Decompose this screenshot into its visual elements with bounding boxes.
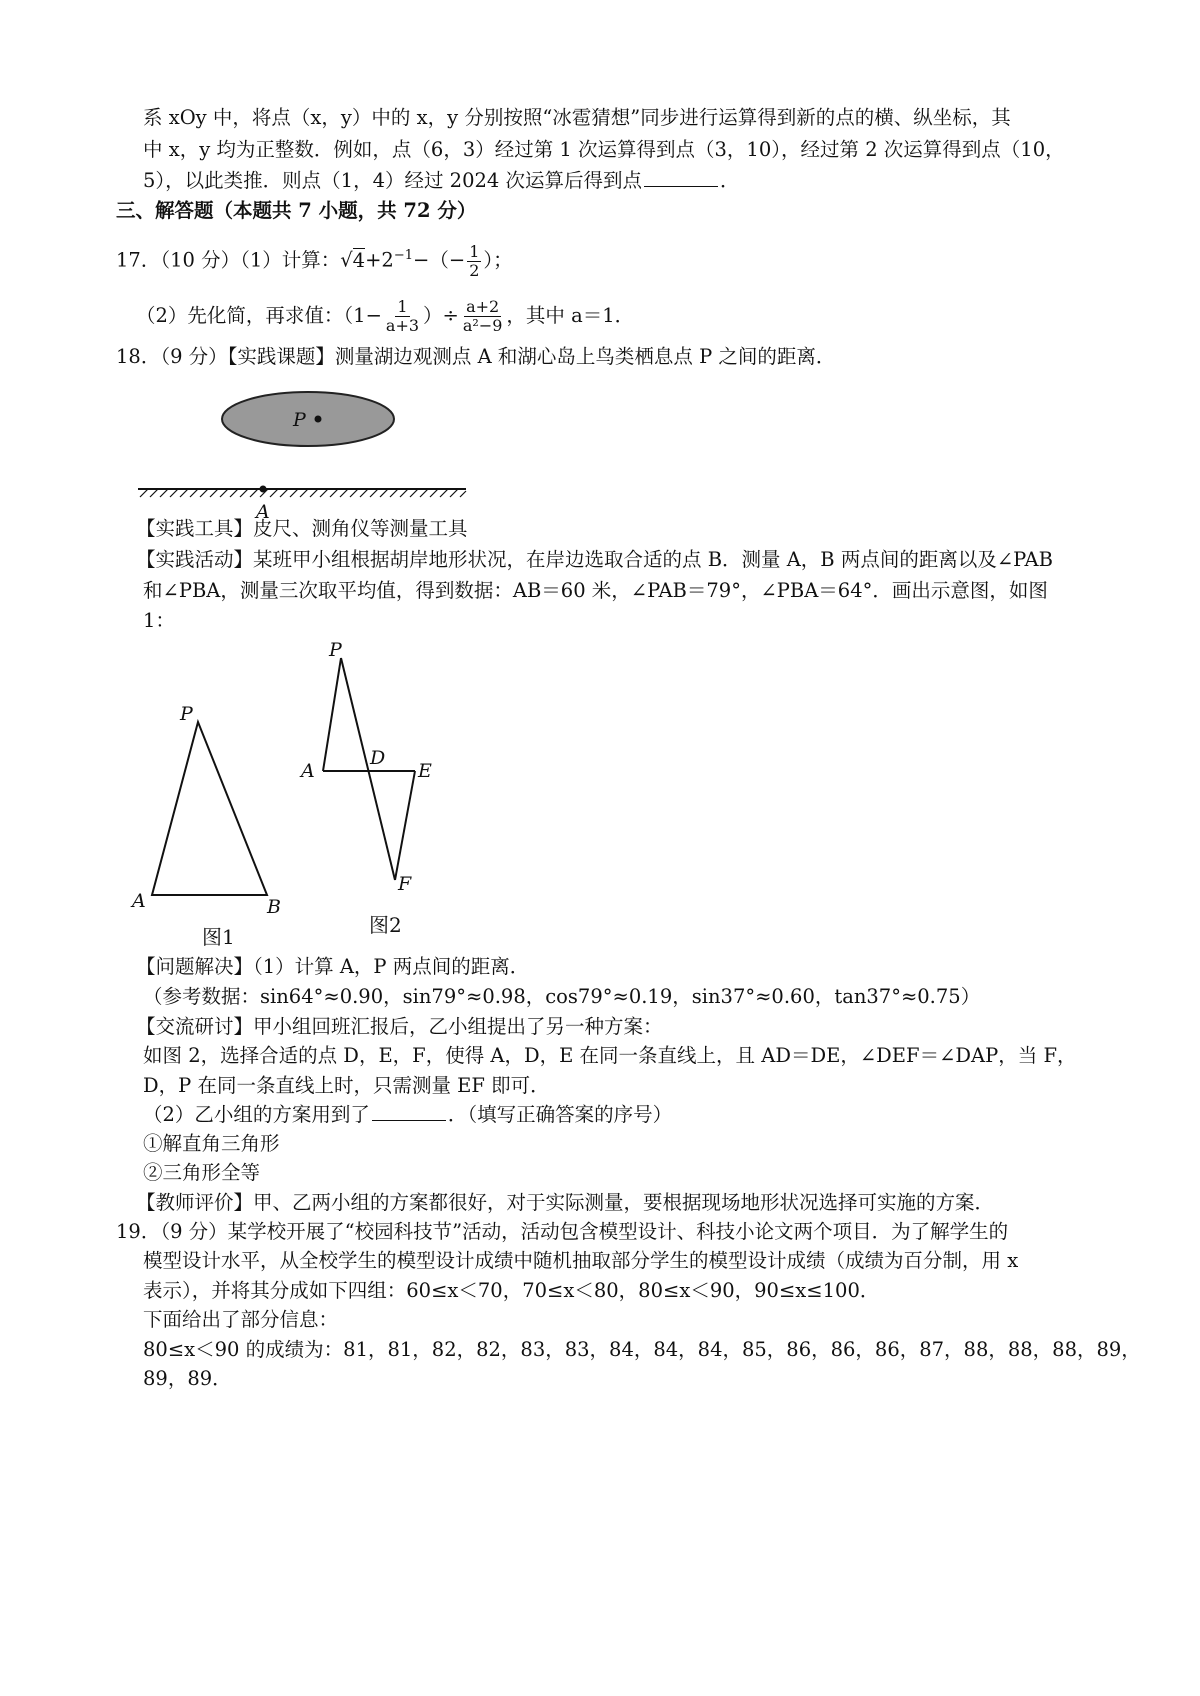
- lake-figure: [138, 372, 468, 532]
- frac-den: a+3: [385, 316, 420, 335]
- line-pf: [341, 658, 395, 880]
- fig2-caption: 图2: [369, 913, 402, 937]
- q18-q2-text: （2）乙小组的方案用到了: [143, 1103, 370, 1126]
- q18-teacher-eval: 【教师评价】甲、乙两小组的方案都很好，对于实际测量，要根据现场地形状况选择可实施的方案．: [136, 1191, 995, 1214]
- shore-hatching: [140, 489, 466, 497]
- q18-activity-3: 1：: [143, 609, 175, 632]
- point-p-dot: [315, 416, 322, 423]
- line-pa: [323, 658, 341, 771]
- q17-part2: [136, 298, 634, 335]
- option-1: ①解直角三角形: [143, 1132, 280, 1155]
- frac-num: a+2: [466, 297, 500, 316]
- q16-line-1: 系 xOy 中，将点（x，y）中的 x，y 分别按照“冰雹猜想”同步进行运算得到新的点的横、纵坐标，其: [143, 106, 1011, 129]
- frac-den: 2: [469, 260, 480, 280]
- q19-line-4: 下面给出了部分信息：: [143, 1308, 339, 1331]
- q17-p1-prefix: 17．（10 分）（1）计算：: [116, 248, 341, 272]
- figure-2: [295, 632, 465, 950]
- frac-num: 1: [397, 297, 408, 316]
- fig1-caption: 图1: [202, 925, 235, 949]
- q17-p1-minus: −（−: [413, 248, 466, 272]
- q18-solve-1: 【问题解决】（1）计算 A，P 两点间的距离．: [136, 955, 530, 978]
- q19-line-5: 80≤x＜90 的成绩为：81，81，82，82，83，83，84，84，84，85，86，86，86，87，88，88，88，89，: [143, 1338, 1141, 1361]
- fig1-label-p: P: [180, 703, 193, 725]
- q18-activity-1: 【实践活动】某班甲小组根据胡岸地形状况，在岸边选取合适的点 B．测量 A，B 两点间的距离以及∠PAB: [136, 548, 1053, 571]
- triangle-pab: [152, 722, 267, 895]
- sqrt-radicand: 4: [352, 248, 366, 272]
- fig2-label-a: A: [301, 760, 315, 782]
- fig1-label-a: A: [132, 890, 146, 912]
- q18-tools: 【实践工具】皮尺、测角仪等测量工具: [136, 517, 468, 540]
- fig1-label-b: B: [267, 896, 281, 918]
- fraction-1: [384, 298, 421, 335]
- q17-p1-end: ）；: [483, 248, 513, 272]
- q18-plan-2: D，P 在同一条直线上时，只需测量 EF 即可．: [143, 1074, 550, 1097]
- q19-line-6: 89，89．: [143, 1367, 232, 1390]
- frac-num: 1: [469, 241, 480, 261]
- q18-activity-2: 和∠PBA，测量三次取平均值，得到数据：AB＝60 米，∠PAB＝79°，∠PBA＝64°．画出示意图，如图: [143, 579, 1048, 602]
- answer-blank-2[interactable]: [372, 1100, 446, 1121]
- q17-p1-exp: −1: [393, 248, 414, 263]
- fraction-2: [461, 298, 505, 335]
- q19-line-3: 表示），并将其分成如下四组：60≤x＜70，70≤x＜80，80≤x＜90，90≤x≤100．: [143, 1279, 880, 1302]
- q17-p1-mid: +2: [365, 248, 394, 272]
- lake-ellipse: [222, 392, 394, 446]
- fraction-half: [467, 243, 481, 280]
- q17-part1: [116, 241, 513, 280]
- fig2-label-d: D: [370, 747, 386, 769]
- q19-line-1: 19．（9 分）某学校开展了“校园科技节”活动，活动包含模型设计、科技小论文两个项目．为了解学生的: [116, 1220, 1009, 1243]
- q16-line-2: 中 x，y 均为正整数．例如，点（6，3）经过第 1 次运算得到点（3，10），经过第 2 次运算得到点（10，: [143, 138, 1065, 161]
- q17-p2-end: ，其中 a＝1．: [506, 304, 635, 327]
- fig2-label-e: E: [418, 760, 432, 782]
- frac-den: a²−9: [462, 316, 503, 335]
- point-a-dot: [260, 486, 267, 493]
- sqrt-sign: √: [340, 248, 353, 272]
- q19-line-2: 模型设计水平，从全校学生的模型设计成绩中随机抽取部分学生的模型设计成绩（成绩为百分制，用 x: [143, 1249, 1019, 1272]
- q16-line-3-text: 5），以此类推．则点（1，4）经过 2024 次运算后得到点: [143, 169, 642, 192]
- shore-label-a: A: [256, 501, 270, 523]
- line-ef: [395, 771, 415, 880]
- q18-question-2: [143, 1100, 672, 1130]
- q18-discussion: 【交流研讨】甲小组回班汇报后，乙小组提出了另一种方案：: [136, 1015, 663, 1038]
- q17-p2-prefix: （2）先化简，再求值：（1−: [136, 304, 382, 327]
- fig2-label-p: P: [329, 639, 342, 661]
- figure-1: [130, 690, 310, 955]
- section-header: 三、解答题（本题共 7 小题，共 72 分）: [116, 199, 477, 222]
- option-2: ②三角形全等: [143, 1161, 261, 1184]
- q18-plan-1: 如图 2，选择合适的点 D，E，F，使得 A，D，E 在同一条直线上，且 AD＝DE，∠DEF＝∠DAP，当 F，: [143, 1044, 1077, 1067]
- fig2-label-f: F: [398, 873, 412, 895]
- q16-line-3-end: ．: [720, 169, 740, 192]
- q18-title: 18．（9 分）【实践课题】测量湖边观测点 A 和湖心岛上鸟类栖息点 P 之间的距离．: [116, 345, 836, 368]
- q16-line-3: [143, 166, 740, 196]
- answer-blank[interactable]: [644, 166, 718, 187]
- q18-reference-data: （参考数据：sin64°≈0.90，sin79°≈0.98，cos79°≈0.19，sin37°≈0.60，tan37°≈0.75）: [143, 985, 981, 1008]
- q18-q2-end: ．（填写正确答案的序号）: [447, 1103, 673, 1126]
- lake-label-p: P: [293, 409, 306, 431]
- q17-p2-mid: ）÷: [423, 304, 459, 327]
